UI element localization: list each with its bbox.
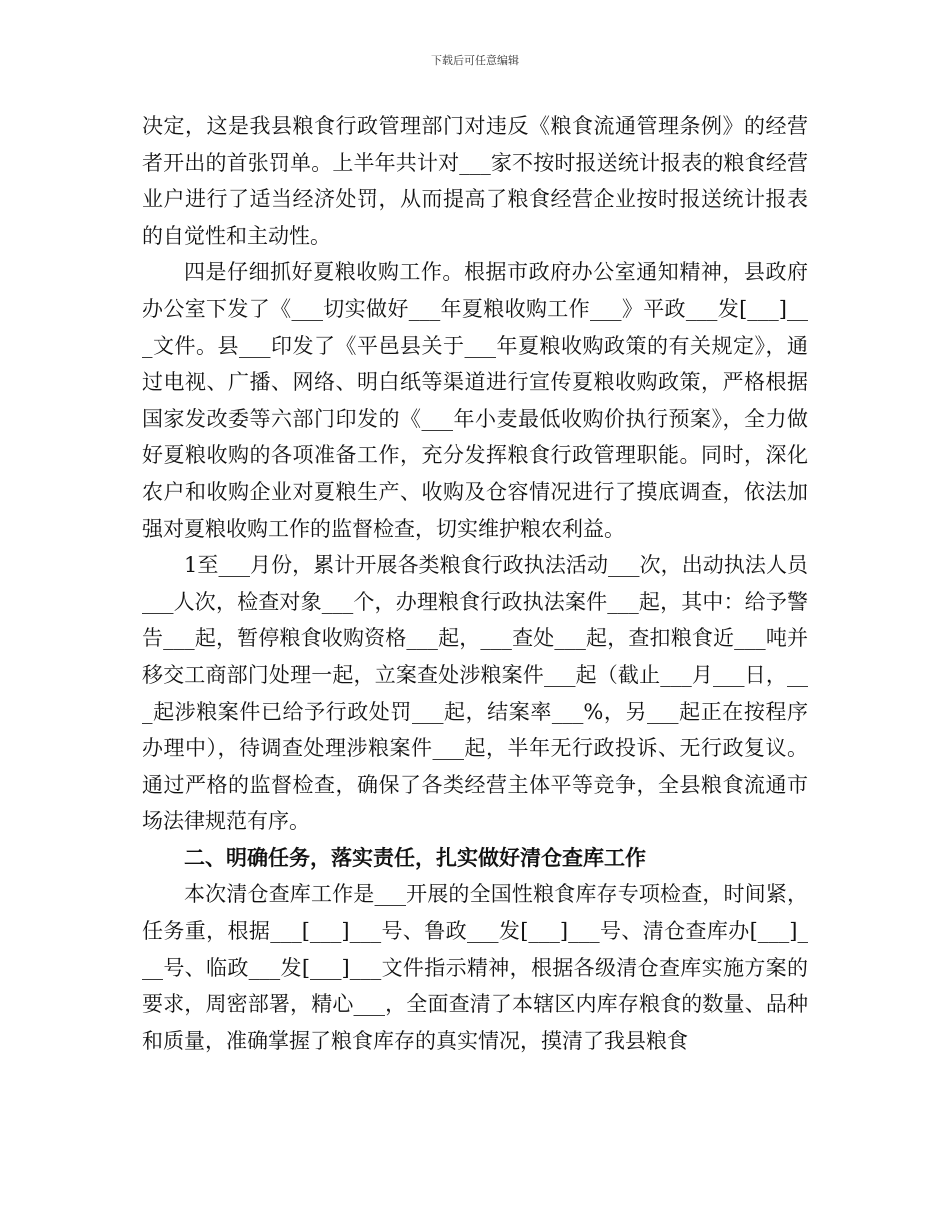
section-heading: 二、明确任务，落实责任，扎实做好清仓查库工作 bbox=[184, 844, 646, 870]
page-header-note: 下载后可任意编辑 bbox=[431, 54, 519, 67]
document-body bbox=[142, 108, 808, 1059]
paragraph-warehouse-inspection: 本次清仓查库工作是___开展的全国性粮食库存专项检查，时间紧，任务重，根据___[___]___号、鲁政___发[___]___号、清仓查库办[___]___号、临政___发[___]___文件指示精神，根据各级清仓查库实施方案的要求，周密部署，精心___，全面查清了本辖区内库存粮食的数量、品种和质量，准确掌握了粮食库存的真实情况，摸清了我县粮食 bbox=[142, 882, 808, 1053]
paragraph-summer-grain-purchase: 四是仔细抓好夏粮收购工作。根据市政府办公室通知精神，县政府办公室下发了《___切实做好___年夏粮收购工作___》平政___发[___]___文件。县___印发了《平邑县关于___年夏粮收购政策的有关规定》，通过电视、广播、网络、明白纸等渠道进行宣传夏粮收购政策，严格根据国家发改委等六部门印发的《___年小麦最低收购价执行预案》，全力做好夏粮收购的各项准备工作，充分发挥粮食行政管理职能。同时，深化农户和收购企业对夏粮生产、收购及仓容情况进行了摸底调查，依法加强对夏粮收购工作的监督检查，切实维护粮农利益。 bbox=[142, 260, 808, 541]
paragraph-enforcement-stats: 1至___月份，累计开展各类粮食行政执法活动___次，出动执法人员___人次，检查对象___个，办理粮食行政执法案件___起，其中：给予警告___起，暂停粮食收购资格___起，___查处___起，查扣粮食近___吨并移交工商部门处理一起，立案查处涉粮案件___起（截止___月___日，___起涉粮案件已给予行政处罚___起，结案率___%，另___起正在按程序办理中），待调查处理涉粮案件___起，半年无行政投诉、无行政复议。通过严格的监督检查，确保了各类经营主体平等竞争，全县粮食流通市场法律规范有序。 bbox=[142, 553, 808, 834]
paragraph-continuation: 决定，这是我县粮食行政管理部门对违反《粮食流通管理条例》的经营者开出的首张罚单。上半年共计对___家不按时报送统计报表的粮食经营业户进行了适当经济处罚，从而提高了粮食经营企业按时报送统计报表的自觉性和主动性。 bbox=[142, 114, 808, 248]
